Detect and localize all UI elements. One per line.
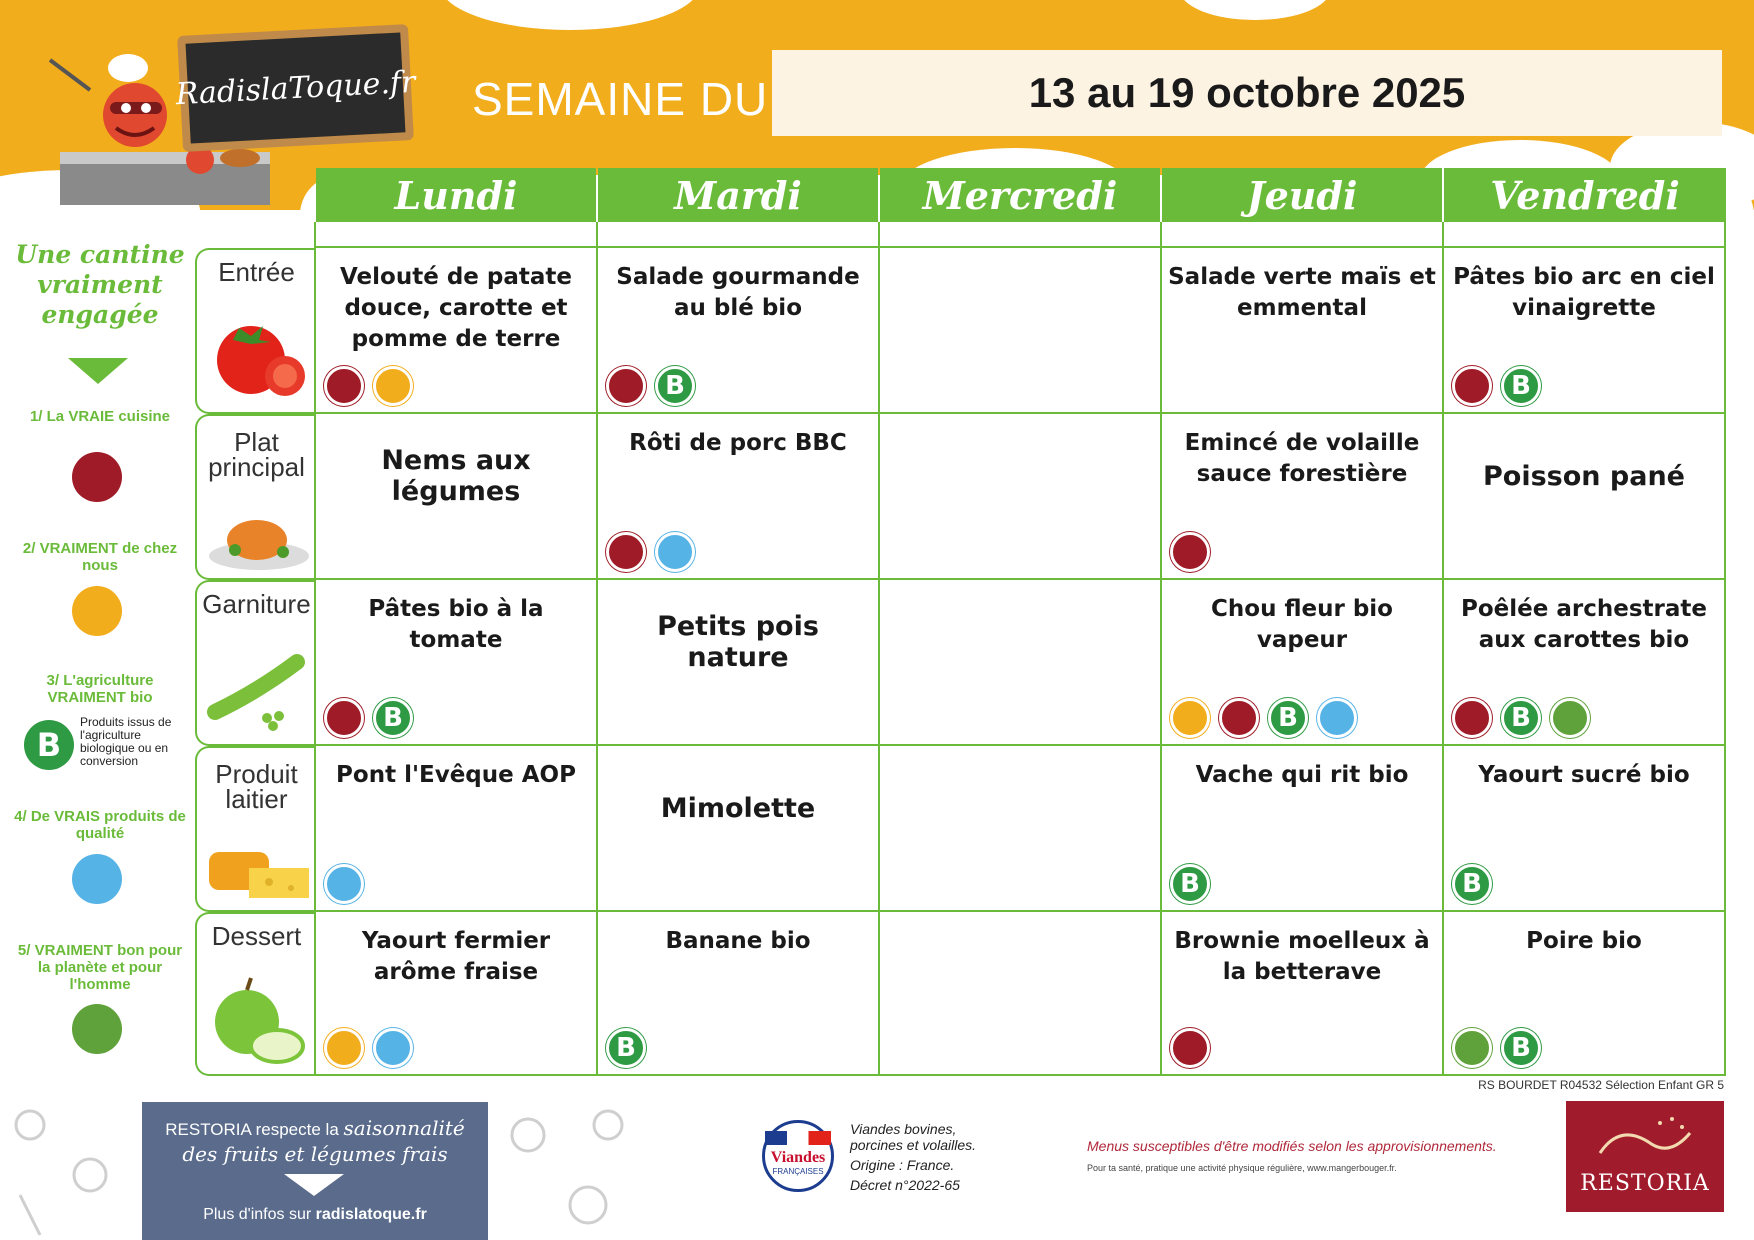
viandes-line: Viandes bovines, <box>850 1121 957 1137</box>
dish-name: Brownie moelleux à la betterave <box>1174 928 1430 985</box>
dish-name: Banane bio <box>665 928 811 954</box>
dish-badges <box>324 698 413 738</box>
restoria-brand-text: RESTORIA <box>1580 1171 1710 1196</box>
bio-icon <box>655 366 695 406</box>
row-label-text: Plat principal <box>208 427 305 482</box>
menu-cell <box>1442 412 1726 580</box>
bio-icon <box>606 1028 646 1068</box>
menu-cell <box>878 246 1162 414</box>
down-arrow-icon <box>284 1174 344 1196</box>
menu-cell <box>596 910 880 1076</box>
menu-grid <box>314 246 1726 1076</box>
viandes-line: Origine : France. <box>850 1157 955 1173</box>
dish-name: Salade gourmande au blé bio <box>616 264 860 321</box>
bio-letter: B <box>383 703 403 733</box>
roast-chicken-icon <box>207 504 311 574</box>
cuisine-pot-icon <box>606 366 646 406</box>
bio-icon <box>373 698 413 738</box>
row-label-dessert <box>195 912 316 1076</box>
dish-name: Poire bio <box>1526 928 1642 954</box>
row-label-text: Entrée <box>218 257 295 287</box>
cuisine-pot-icon <box>324 366 364 406</box>
row-label-text: Produit laitier <box>215 759 298 814</box>
menu-cell <box>878 412 1162 580</box>
bio-letter: B <box>616 1033 636 1063</box>
day-header-lundi: Lundi <box>316 168 596 222</box>
menu-cell <box>1160 910 1444 1076</box>
cuisine-pot-icon <box>324 698 364 738</box>
saison-line <box>142 1116 488 1140</box>
menu-cell <box>314 910 598 1076</box>
restoria-logo <box>1566 1101 1724 1212</box>
legend-title: Une cantine vraiment engagée <box>15 240 185 329</box>
dish-name: Pâtes bio arc en ciel vinaigrette <box>1453 264 1715 321</box>
row-label-entree <box>195 248 316 414</box>
legend-step-3: 3/ L'agriculture VRAIMENT bio <box>46 672 154 706</box>
viandes-francaises-logo <box>762 1120 834 1192</box>
menu-cell <box>1160 744 1444 912</box>
bio-icon <box>1501 1028 1541 1068</box>
planet-hands-icon <box>1550 698 1590 738</box>
menu-cell <box>1160 246 1444 414</box>
dish-name: Rôti de porc BBC <box>629 430 847 456</box>
dish-name: Poisson pané <box>1483 460 1685 492</box>
week-label: SEMAINE DU <box>472 73 769 125</box>
dish-name: Salade verte maïs et emmental <box>1168 264 1436 321</box>
quality-ribbon-icon <box>72 854 122 904</box>
bio-icon <box>1452 864 1492 904</box>
peas-icon <box>207 642 311 732</box>
bio-icon <box>1501 366 1541 406</box>
quality-ribbon-icon <box>373 1028 413 1068</box>
bio-icon <box>24 720 74 770</box>
quality-ribbon-icon <box>1317 698 1357 738</box>
bio-letter: B <box>1180 869 1200 899</box>
cuisine-pot-icon <box>1452 698 1492 738</box>
week-date-range: 13 au 19 octobre 2025 <box>1028 69 1466 116</box>
dish-badges <box>324 366 413 406</box>
planet-hands-icon <box>1452 1028 1492 1068</box>
local-farm-icon <box>373 366 413 406</box>
dish-name: Poêlée archestrate aux carottes bio <box>1461 596 1707 653</box>
day-header-spacer <box>878 222 1162 246</box>
local-farm-icon <box>1170 698 1210 738</box>
dish-name: Emincé de volaille sauce forestière <box>1184 430 1420 487</box>
legend-step-5: 5/ VRAIMENT bon pour la planète et pour l'homme <box>17 942 183 993</box>
legend-step-2: 2/ VRAIMENT de chez nous <box>22 540 178 574</box>
menu-cell <box>596 744 880 912</box>
menu-cell <box>1442 578 1726 746</box>
bio-icon <box>1268 698 1308 738</box>
row-label-text: Dessert <box>211 921 302 951</box>
saison-prefix: RESTORIA respecte la <box>165 1120 339 1139</box>
local-farm-icon <box>72 586 122 636</box>
menu-cell <box>596 578 880 746</box>
day-header-spacer <box>1160 222 1444 246</box>
dish-badges <box>1170 864 1210 904</box>
dish-badges <box>1452 1028 1541 1068</box>
dish-badges <box>1452 698 1590 738</box>
dish-name: Petits pois nature <box>657 611 819 673</box>
dish-badges <box>1452 864 1492 904</box>
viandes-logo-subtext: FRANÇAISES <box>772 1167 824 1176</box>
day-header-spacer <box>596 222 880 246</box>
dish-name: Pont l'Evêque AOP <box>336 762 576 788</box>
cuisine-pot-icon <box>1219 698 1259 738</box>
dish-badges <box>1452 366 1541 406</box>
dish-badges <box>606 532 695 572</box>
bio-letter: B <box>665 371 685 401</box>
vegetable-pattern-decoration <box>0 1095 142 1240</box>
day-header-mardi: Mardi <box>598 168 878 222</box>
row-label-plat <box>195 414 316 580</box>
bio-icon <box>1170 864 1210 904</box>
flag-stripe <box>765 1131 831 1145</box>
menu-cell <box>314 578 598 746</box>
menu-disclaimer: Menus susceptibles d'être modifiés selon les approvisionnements. <box>1087 1138 1497 1154</box>
vegetable-pattern-decoration <box>488 1095 660 1240</box>
dish-name: Chou fleur bio vapeur <box>1211 596 1393 653</box>
menu-cell <box>1442 246 1726 414</box>
bio-letter: B <box>36 726 62 764</box>
menu-cell <box>878 744 1162 912</box>
dish-name: Pâtes bio à la tomate <box>368 596 544 653</box>
dish-badges <box>606 366 695 406</box>
row-label-garniture <box>195 580 316 746</box>
dish-name: Velouté de patate douce, carotte et pomme de terre <box>340 264 572 352</box>
bio-icon <box>1501 698 1541 738</box>
planet-hands-icon <box>72 1004 122 1054</box>
health-note: Pour ta santé, pratique une activité physique régulière, www.mangerbouger.fr. <box>1087 1163 1397 1173</box>
cuisine-pot-icon <box>606 532 646 572</box>
cheese-icon <box>209 848 313 908</box>
cloud-decoration <box>440 0 700 30</box>
menu-cell <box>1442 910 1726 1076</box>
day-header-jeudi: Jeudi <box>1162 168 1442 222</box>
more-info-link[interactable]: radislatoque.fr <box>315 1206 427 1223</box>
apple-icon <box>211 976 311 1066</box>
dish-name: Nems aux légumes <box>381 445 531 507</box>
dish-badges <box>1170 532 1210 572</box>
menu-cell <box>1160 578 1444 746</box>
menu-cell <box>314 246 598 414</box>
dish-badges <box>324 864 364 904</box>
down-arrow-icon <box>68 358 128 384</box>
dish-name: Mimolette <box>660 792 816 824</box>
day-header-spacer <box>314 222 598 246</box>
dish-badges <box>1170 698 1357 738</box>
day-header-spacer <box>1442 222 1726 246</box>
saison-script-line2: des fruits et légumes frais <box>182 1142 448 1166</box>
quality-ribbon-icon <box>655 532 695 572</box>
more-info-line[interactable] <box>142 1206 488 1224</box>
radislatoque-logo <box>174 24 417 152</box>
menu-reference: RS BOURDET R04532 Sélection Enfant GR 5 <box>1478 1078 1724 1092</box>
dish-badges <box>324 1028 413 1068</box>
menu-cell <box>878 578 1162 746</box>
week-date-box <box>772 50 1722 136</box>
viandes-line: porcines et volailles. <box>850 1137 977 1153</box>
menu-cell <box>878 910 1162 1076</box>
menu-cell <box>314 412 598 580</box>
logo-text: RadislaToque.fr <box>174 64 417 112</box>
row-label-text: Garniture <box>202 589 311 619</box>
saison-script: saisonnalité <box>343 1116 465 1140</box>
menu-cell <box>1442 744 1726 912</box>
cuisine-pot-icon <box>1170 532 1210 572</box>
menu-cell <box>1160 412 1444 580</box>
day-header-vendredi: Vendredi <box>1444 168 1726 222</box>
dish-name: Yaourt fermier arôme fraise <box>361 928 551 985</box>
dish-badges <box>606 1028 646 1068</box>
bio-letter: B <box>1511 1033 1531 1063</box>
bio-letter: B <box>1278 703 1298 733</box>
menu-cell <box>596 412 880 580</box>
dish-badges <box>1170 1028 1210 1068</box>
dish-name: Yaourt sucré bio <box>1478 762 1690 788</box>
pot-icon <box>72 452 122 502</box>
cuisine-pot-icon <box>1452 366 1492 406</box>
quality-ribbon-icon <box>324 864 364 904</box>
dish-name: Vache qui rit bio <box>1195 762 1409 788</box>
local-farm-icon <box>324 1028 364 1068</box>
cuisine-pot-icon <box>1170 1028 1210 1068</box>
more-info-prefix: Plus d'infos sur <box>203 1206 312 1223</box>
legend-step-1: 1/ La VRAIE cuisine <box>29 408 171 425</box>
bio-letter: B <box>1511 703 1531 733</box>
saisonnalite-panel <box>142 1102 488 1240</box>
tomato-icon <box>211 310 311 400</box>
cloud-decoration <box>1180 0 1330 20</box>
viandes-logo-text: Viandes <box>770 1149 826 1166</box>
menu-cell <box>596 246 880 414</box>
menu-cell <box>314 744 598 912</box>
day-header-mercredi: Mercredi <box>880 168 1160 222</box>
row-label-laitier <box>195 746 316 912</box>
bio-letter: B <box>1462 869 1482 899</box>
viandes-origin-text <box>850 1121 976 1193</box>
bio-letter: B <box>1511 371 1531 401</box>
restoria-emblem-icon <box>1590 1113 1700 1163</box>
viandes-line: Décret n°2022-65 <box>850 1177 960 1193</box>
legend-bio-note: Produits issus de l'agriculture biologique ou en conversion <box>80 715 172 768</box>
legend-step-4: 4/ De VRAIS produits de qualité <box>14 808 186 842</box>
